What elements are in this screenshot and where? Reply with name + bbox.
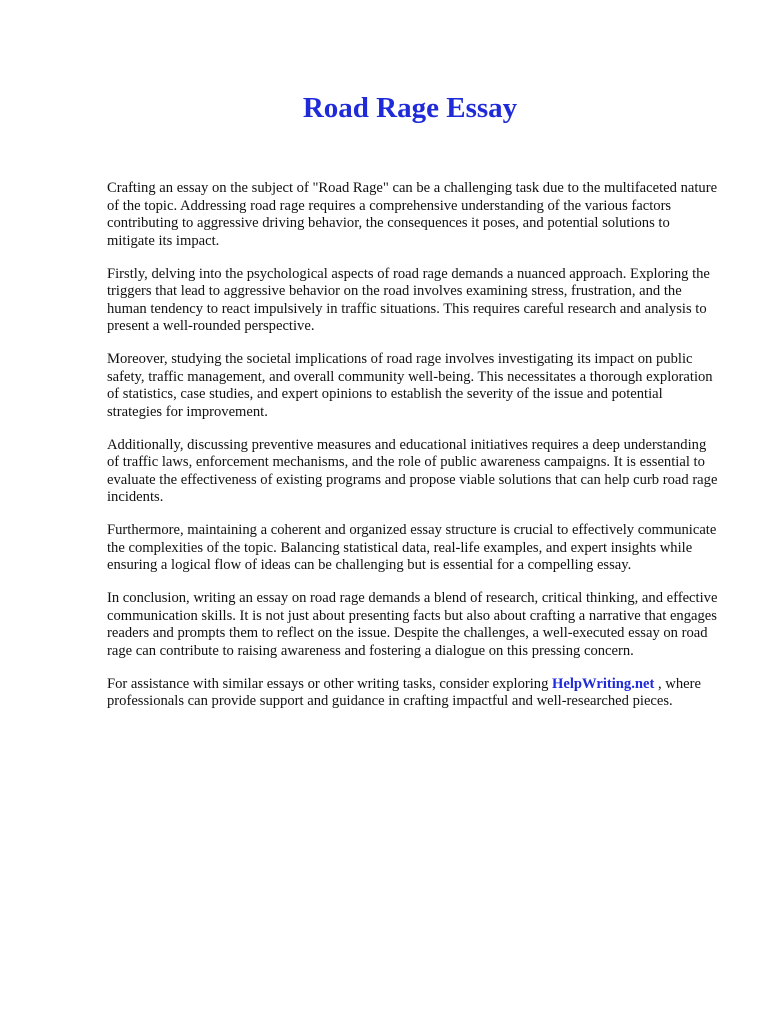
closing-text-before: For assistance with similar essays or other writing tasks, consider exploring bbox=[107, 675, 553, 692]
paragraph-closing bbox=[107, 676, 719, 711]
helpwriting-link[interactable]: HelpWriting.net bbox=[552, 675, 655, 692]
essay-body bbox=[107, 180, 719, 726]
paragraph-intro: Crafting an essay on the subject of "Road Rage" can be a challenging task due to the multifaceted nature of the topic. Addressing road rage requires a comprehensive understanding of the various factors contributing to aggressive driving behavior, the consequences it poses, and potential solutions to mitigate its impact. bbox=[107, 180, 718, 249]
paragraph-conclusion: In conclusion, writing an essay on road rage demands a blend of research, critical thinking, and effective communication skills. It is not just about presenting facts but also about crafting a narrative that engages readers and prompts them to reflect on the issue. Despite the challenges, a well-executed essay on road rage can contribute to raising awareness and fostering a dialogue on this pressing concern. bbox=[107, 590, 718, 659]
paragraph-preventive: Additionally, discussing preventive measures and educational initiatives requires a deep understanding of traffic laws, enforcement mechanisms, and the role of public awareness campaigns. It is essential to evaluate the effectiveness of existing programs and propose viable solutions that can help curb road rage incidents. bbox=[107, 436, 718, 505]
paragraph-structure: Furthermore, maintaining a coherent and organized essay structure is crucial to effectively communicate the complexities of the topic. Balancing statistical data, real-life examples, and expert insights while ensuring a logical flow of ideas can be challenging but is essential for a compelling essay. bbox=[107, 522, 717, 573]
paragraph-societal: Moreover, studying the societal implications of road rage involves investigating its impact on public safety, traffic management, and overall community well-being. This necessitates a thorough exploration of statistics, case studies, and expert opinions to establish the severity of the issue and potential strategies for improvement. bbox=[107, 351, 713, 420]
page-title: Road Rage Essay bbox=[302, 92, 518, 124]
paragraph-psychological: Firstly, delving into the psychological aspects of road rage demands a nuanced approach. Exploring the triggers that lead to aggressive behavior on the road involves examining stress, frustration, and the human tendency to react impulsively in traffic situations. This requires careful research and analysis to present a well-rounded perspective. bbox=[107, 265, 710, 334]
closing-text-after: , where professionals can provide support and guidance in crafting impactful and well-researched pieces. bbox=[107, 675, 701, 709]
